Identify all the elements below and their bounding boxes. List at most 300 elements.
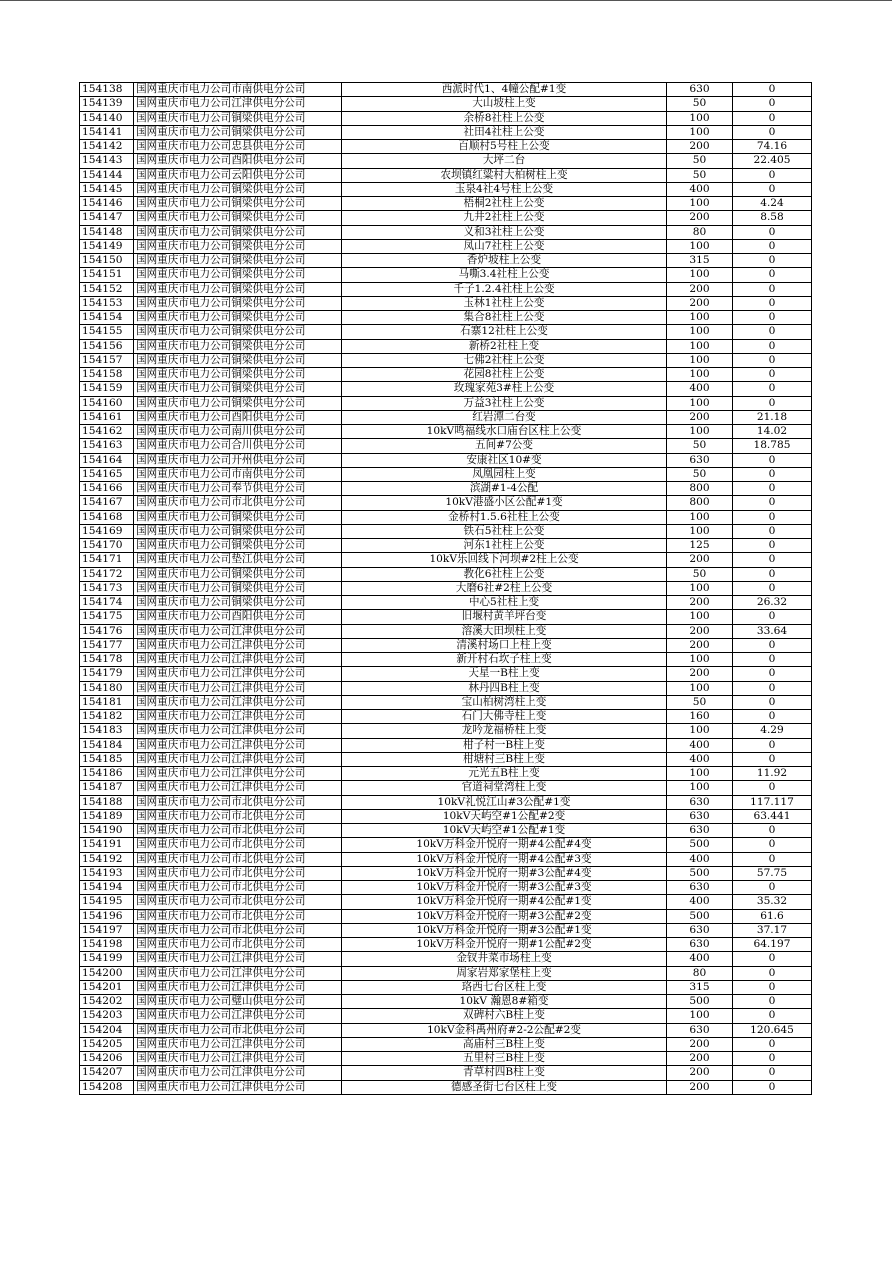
table-row [80, 638, 812, 652]
cell-id: 154180 [80, 681, 134, 695]
cell-transformer-name: 元光五B柱上变 [342, 767, 667, 781]
cell-transformer-name: 余桥8社柱上公变 [342, 111, 667, 125]
cell-value: 0 [733, 824, 812, 838]
cell-transformer-name: 安康社区10#变 [342, 453, 667, 467]
cell-company: 国网重庆市电力公司江津供电分公司 [134, 1037, 342, 1051]
table-row [80, 311, 812, 325]
cell-id: 154182 [80, 710, 134, 724]
cell-company: 国网重庆市电力公司合川供电分公司 [134, 439, 342, 453]
cell-transformer-name: 宝山柏树湾柱上变 [342, 695, 667, 709]
table-row [80, 524, 812, 538]
cell-value: 0 [733, 653, 812, 667]
cell-id: 154171 [80, 553, 134, 567]
table-row [80, 83, 812, 97]
cell-company: 国网重庆市电力公司江津供电分公司 [134, 952, 342, 966]
table-row [80, 154, 812, 168]
cell-company: 国网重庆市电力公司市北供电分公司 [134, 938, 342, 952]
cell-capacity: 630 [667, 923, 733, 937]
cell-capacity: 50 [667, 154, 733, 168]
cell-company: 国网重庆市电力公司江津供电分公司 [134, 752, 342, 766]
cell-transformer-name: 10kV金科禹州府#2-2公配#2变 [342, 1023, 667, 1037]
cell-transformer-name: 千子1.2.4社柱上公变 [342, 282, 667, 296]
cell-transformer-name: 社田4社柱上公变 [342, 125, 667, 139]
cell-transformer-name: 10kV礼悦江山#3公配#1变 [342, 795, 667, 809]
cell-capacity: 630 [667, 1023, 733, 1037]
cell-id: 154208 [80, 1080, 134, 1094]
cell-capacity: 630 [667, 824, 733, 838]
cell-capacity: 400 [667, 952, 733, 966]
cell-id: 154206 [80, 1052, 134, 1066]
cell-capacity: 100 [667, 724, 733, 738]
cell-value: 0 [733, 752, 812, 766]
cell-id: 154154 [80, 311, 134, 325]
cell-id: 154184 [80, 738, 134, 752]
cell-company: 国网重庆市电力公司市北供电分公司 [134, 809, 342, 823]
table-row [80, 254, 812, 268]
cell-value: 0 [733, 838, 812, 852]
cell-value: 0 [733, 1066, 812, 1080]
cell-capacity: 100 [667, 425, 733, 439]
cell-transformer-name: 10kV万科金开悦府一期#4公配#1变 [342, 895, 667, 909]
cell-capacity: 100 [667, 125, 733, 139]
table-body [80, 83, 812, 1095]
cell-id: 154141 [80, 125, 134, 139]
cell-transformer-name: 10kV 瀚恩8#箱变 [342, 995, 667, 1009]
cell-id: 154146 [80, 197, 134, 211]
cell-company: 国网重庆市电力公司忠县供电分公司 [134, 140, 342, 154]
cell-transformer-name: 大山坡柱上变 [342, 97, 667, 111]
cell-id: 154144 [80, 168, 134, 182]
cell-id: 154183 [80, 724, 134, 738]
cell-transformer-name: 五间#7公变 [342, 439, 667, 453]
cell-capacity: 100 [667, 681, 733, 695]
cell-value: 8.58 [733, 211, 812, 225]
cell-transformer-name: 农坝镇红粱村大柏树柱上变 [342, 168, 667, 182]
cell-capacity: 50 [667, 168, 733, 182]
cell-id: 154152 [80, 282, 134, 296]
cell-capacity: 630 [667, 809, 733, 823]
cell-id: 154167 [80, 496, 134, 510]
cell-capacity: 100 [667, 1009, 733, 1023]
cell-capacity: 200 [667, 1037, 733, 1051]
cell-company: 国网重庆市电力公司江津供电分公司 [134, 980, 342, 994]
cell-value: 120.645 [733, 1023, 812, 1037]
cell-company: 国网重庆市电力公司市北供电分公司 [134, 895, 342, 909]
table-row [80, 752, 812, 766]
cell-id: 154163 [80, 439, 134, 453]
cell-capacity: 630 [667, 83, 733, 97]
cell-value: 0 [733, 254, 812, 268]
cell-company: 国网重庆市电力公司市南供电分公司 [134, 467, 342, 481]
cell-capacity: 400 [667, 738, 733, 752]
cell-capacity: 80 [667, 966, 733, 980]
table-row [80, 767, 812, 781]
table-row [80, 368, 812, 382]
cell-value: 0 [733, 966, 812, 980]
cell-transformer-name: 九井2社柱上公变 [342, 211, 667, 225]
table-row [80, 824, 812, 838]
cell-id: 154193 [80, 866, 134, 880]
cell-transformer-name: 金桥村1.5.6社柱上公变 [342, 510, 667, 524]
cell-company: 国网重庆市电力公司江津供电分公司 [134, 1066, 342, 1080]
cell-capacity: 500 [667, 909, 733, 923]
table-row [80, 781, 812, 795]
transformer-table [79, 82, 812, 1095]
cell-transformer-name: 玉林1社柱上公变 [342, 296, 667, 310]
table-row [80, 610, 812, 624]
cell-value: 0 [733, 1009, 812, 1023]
cell-company: 国网重庆市电力公司铜梁供电分公司 [134, 311, 342, 325]
cell-capacity: 100 [667, 325, 733, 339]
cell-company: 国网重庆市电力公司云阳供电分公司 [134, 168, 342, 182]
cell-capacity: 200 [667, 1080, 733, 1094]
cell-company: 国网重庆市电力公司市北供电分公司 [134, 909, 342, 923]
cell-capacity: 400 [667, 382, 733, 396]
cell-capacity: 100 [667, 268, 733, 282]
cell-value: 21.18 [733, 410, 812, 424]
cell-transformer-name: 林丹四B柱上变 [342, 681, 667, 695]
cell-transformer-name: 柑子村一B柱上变 [342, 738, 667, 752]
cell-transformer-name: 10kV乐回线下河坝#2柱上公变 [342, 553, 667, 567]
cell-capacity: 100 [667, 510, 733, 524]
table-row [80, 482, 812, 496]
cell-value: 0 [733, 553, 812, 567]
cell-value: 64.197 [733, 938, 812, 952]
cell-value: 0 [733, 268, 812, 282]
cell-id: 154142 [80, 140, 134, 154]
cell-capacity: 100 [667, 339, 733, 353]
cell-value: 0 [733, 496, 812, 510]
cell-capacity: 500 [667, 838, 733, 852]
cell-transformer-name: 教化6社柱上公变 [342, 567, 667, 581]
cell-company: 国网重庆市电力公司铜梁供电分公司 [134, 567, 342, 581]
cell-value: 0 [733, 952, 812, 966]
cell-company: 国网重庆市电力公司铜梁供电分公司 [134, 581, 342, 595]
cell-id: 154145 [80, 182, 134, 196]
table-row [80, 852, 812, 866]
cell-transformer-name: 大磨6社#2柱上公变 [342, 581, 667, 595]
cell-value: 0 [733, 524, 812, 538]
cell-transformer-name: 香炉坡柱上公变 [342, 254, 667, 268]
cell-transformer-name: 柑塘村三B柱上变 [342, 752, 667, 766]
table-row [80, 553, 812, 567]
cell-id: 154181 [80, 695, 134, 709]
cell-value: 0 [733, 97, 812, 111]
table-row [80, 225, 812, 239]
table-row [80, 425, 812, 439]
cell-value: 0 [733, 510, 812, 524]
cell-transformer-name: 10kV万科金开悦府一期#3公配#3变 [342, 881, 667, 895]
cell-transformer-name: 旧堰村黄羊坪台变 [342, 610, 667, 624]
table-row [80, 624, 812, 638]
table-row [80, 838, 812, 852]
cell-company: 国网重庆市电力公司市北供电分公司 [134, 795, 342, 809]
cell-transformer-name: 西派时代1、4幢公配#1变 [342, 83, 667, 97]
cell-value: 0 [733, 638, 812, 652]
cell-company: 国网重庆市电力公司铜梁供电分公司 [134, 296, 342, 310]
cell-transformer-name: 红岩潭二台变 [342, 410, 667, 424]
cell-transformer-name: 高庙村三B柱上变 [342, 1037, 667, 1051]
cell-value: 0 [733, 581, 812, 595]
cell-transformer-name: 龙吟龙福桥柱上变 [342, 724, 667, 738]
cell-transformer-name: 10kV万科金开悦府一期#3公配#2变 [342, 909, 667, 923]
cell-value: 35.32 [733, 895, 812, 909]
cell-company: 国网重庆市电力公司铜梁供电分公司 [134, 254, 342, 268]
cell-value: 0 [733, 667, 812, 681]
cell-id: 154186 [80, 767, 134, 781]
cell-value: 0 [733, 83, 812, 97]
cell-value: 0 [733, 1080, 812, 1094]
table-row [80, 809, 812, 823]
cell-capacity: 100 [667, 197, 733, 211]
cell-capacity: 200 [667, 296, 733, 310]
cell-value: 14.02 [733, 425, 812, 439]
cell-id: 154168 [80, 510, 134, 524]
table-row [80, 282, 812, 296]
cell-capacity: 200 [667, 410, 733, 424]
cell-transformer-name: 中心5社柱上变 [342, 596, 667, 610]
cell-transformer-name: 新桥2社柱上变 [342, 339, 667, 353]
cell-company: 国网重庆市电力公司铜梁供电分公司 [134, 339, 342, 353]
cell-capacity: 100 [667, 311, 733, 325]
cell-value: 63.441 [733, 809, 812, 823]
cell-company: 国网重庆市电力公司江津供电分公司 [134, 781, 342, 795]
cell-value: 0 [733, 710, 812, 724]
cell-value: 18.785 [733, 439, 812, 453]
cell-company: 国网重庆市电力公司江津供电分公司 [134, 638, 342, 652]
cell-value: 0 [733, 852, 812, 866]
cell-id: 154139 [80, 97, 134, 111]
cell-id: 154188 [80, 795, 134, 809]
cell-value: 0 [733, 482, 812, 496]
cell-id: 154207 [80, 1066, 134, 1080]
cell-capacity: 500 [667, 866, 733, 880]
cell-company: 国网重庆市电力公司南川供电分公司 [134, 425, 342, 439]
table-row [80, 952, 812, 966]
cell-company: 国网重庆市电力公司市北供电分公司 [134, 824, 342, 838]
cell-company: 国网重庆市电力公司江津供电分公司 [134, 738, 342, 752]
cell-id: 154198 [80, 938, 134, 952]
cell-capacity: 400 [667, 752, 733, 766]
table-row [80, 980, 812, 994]
cell-id: 154147 [80, 211, 134, 225]
cell-transformer-name: 马嘶3.4社柱上公变 [342, 268, 667, 282]
cell-transformer-name: 10kV万科金开悦府一期#3公配#1变 [342, 923, 667, 937]
cell-capacity: 100 [667, 781, 733, 795]
cell-value: 0 [733, 881, 812, 895]
cell-value: 0 [733, 111, 812, 125]
table-row [80, 410, 812, 424]
cell-value: 22.405 [733, 154, 812, 168]
cell-transformer-name: 玉泉4社4号柱上公变 [342, 182, 667, 196]
cell-transformer-name: 大坪二台 [342, 154, 667, 168]
table-row [80, 496, 812, 510]
cell-capacity: 50 [667, 439, 733, 453]
cell-transformer-name: 10kV天屿空#1公配#1变 [342, 824, 667, 838]
cell-id: 154195 [80, 895, 134, 909]
cell-transformer-name: 清溪村场口上柱上变 [342, 638, 667, 652]
cell-transformer-name: 五里村三B柱上变 [342, 1052, 667, 1066]
cell-id: 154158 [80, 368, 134, 382]
cell-capacity: 100 [667, 368, 733, 382]
cell-value: 0 [733, 610, 812, 624]
cell-value: 33.64 [733, 624, 812, 638]
cell-id: 154203 [80, 1009, 134, 1023]
cell-capacity: 50 [667, 695, 733, 709]
cell-company: 国网重庆市电力公司垫江供电分公司 [134, 553, 342, 567]
cell-value: 0 [733, 168, 812, 182]
cell-capacity: 200 [667, 282, 733, 296]
cell-company: 国网重庆市电力公司铜梁供电分公司 [134, 182, 342, 196]
cell-transformer-name: 溶溪大田坝柱上变 [342, 624, 667, 638]
table-row [80, 695, 812, 709]
table-row [80, 467, 812, 481]
cell-company: 国网重庆市电力公司铜梁供电分公司 [134, 353, 342, 367]
cell-transformer-name: 七佛2社柱上公变 [342, 353, 667, 367]
table-row [80, 1023, 812, 1037]
cell-transformer-name: 珞西七台区柱上变 [342, 980, 667, 994]
cell-company: 国网重庆市电力公司铜梁供电分公司 [134, 510, 342, 524]
cell-transformer-name: 官道祠堂湾柱上变 [342, 781, 667, 795]
cell-capacity: 630 [667, 453, 733, 467]
cell-company: 国网重庆市电力公司市北供电分公司 [134, 496, 342, 510]
cell-id: 154169 [80, 524, 134, 538]
cell-capacity: 315 [667, 980, 733, 994]
cell-capacity: 200 [667, 667, 733, 681]
cell-company: 国网重庆市电力公司市北供电分公司 [134, 923, 342, 937]
table-row [80, 738, 812, 752]
cell-value: 11.92 [733, 767, 812, 781]
page-top-rule [0, 0, 892, 1]
table-row [80, 339, 812, 353]
cell-id: 154153 [80, 296, 134, 310]
cell-company: 国网重庆市电力公司酉阳供电分公司 [134, 154, 342, 168]
cell-capacity: 630 [667, 795, 733, 809]
cell-value: 0 [733, 995, 812, 1009]
cell-company: 国网重庆市电力公司开州供电分公司 [134, 453, 342, 467]
cell-id: 154151 [80, 268, 134, 282]
cell-capacity: 100 [667, 353, 733, 367]
cell-value: 0 [733, 282, 812, 296]
cell-capacity: 100 [667, 524, 733, 538]
table-row [80, 182, 812, 196]
cell-value: 0 [733, 125, 812, 139]
cell-transformer-name: 石寨12社柱上公变 [342, 325, 667, 339]
cell-id: 154148 [80, 225, 134, 239]
cell-company: 国网重庆市电力公司铜梁供电分公司 [134, 325, 342, 339]
cell-company: 国网重庆市电力公司酉阳供电分公司 [134, 610, 342, 624]
table-row [80, 966, 812, 980]
cell-company: 国网重庆市电力公司市北供电分公司 [134, 838, 342, 852]
cell-transformer-name: 凤山7社柱上公变 [342, 239, 667, 253]
cell-id: 154157 [80, 353, 134, 367]
cell-company: 国网重庆市电力公司江津供电分公司 [134, 653, 342, 667]
table-row [80, 1037, 812, 1051]
cell-company: 国网重庆市电力公司铜梁供电分公司 [134, 368, 342, 382]
cell-id: 154170 [80, 539, 134, 553]
cell-id: 154172 [80, 567, 134, 581]
cell-value: 0 [733, 1037, 812, 1051]
table-row [80, 938, 812, 952]
cell-company: 国网重庆市电力公司铜梁供电分公司 [134, 211, 342, 225]
cell-transformer-name: 梧桐2社柱上公变 [342, 197, 667, 211]
table-row [80, 268, 812, 282]
cell-id: 154194 [80, 881, 134, 895]
cell-id: 154191 [80, 838, 134, 852]
cell-transformer-name: 10kV港盛小区公配#1变 [342, 496, 667, 510]
cell-value: 0 [733, 339, 812, 353]
cell-id: 154205 [80, 1037, 134, 1051]
cell-value: 26.32 [733, 596, 812, 610]
cell-id: 154138 [80, 83, 134, 97]
table-row [80, 111, 812, 125]
table-row [80, 382, 812, 396]
cell-capacity: 200 [667, 140, 733, 154]
cell-company: 国网重庆市电力公司江津供电分公司 [134, 767, 342, 781]
cell-id: 154187 [80, 781, 134, 795]
cell-company: 国网重庆市电力公司铜梁供电分公司 [134, 596, 342, 610]
cell-id: 154200 [80, 966, 134, 980]
cell-value: 61.6 [733, 909, 812, 923]
cell-transformer-name: 10kV万科金开悦府一期#4公配#3变 [342, 852, 667, 866]
cell-id: 154143 [80, 154, 134, 168]
cell-id: 154164 [80, 453, 134, 467]
table-row [80, 325, 812, 339]
table-row [80, 296, 812, 310]
cell-capacity: 100 [667, 610, 733, 624]
cell-capacity: 200 [667, 596, 733, 610]
cell-capacity: 200 [667, 624, 733, 638]
cell-capacity: 80 [667, 225, 733, 239]
table-row [80, 596, 812, 610]
cell-value: 0 [733, 325, 812, 339]
cell-company: 国网重庆市电力公司铜梁供电分公司 [134, 382, 342, 396]
cell-capacity: 630 [667, 938, 733, 952]
cell-company: 国网重庆市电力公司江津供电分公司 [134, 966, 342, 980]
cell-capacity: 200 [667, 211, 733, 225]
cell-value: 0 [733, 225, 812, 239]
cell-capacity: 630 [667, 881, 733, 895]
table-row [80, 681, 812, 695]
cell-id: 154178 [80, 653, 134, 667]
cell-transformer-name: 天星一B柱上变 [342, 667, 667, 681]
table-row [80, 724, 812, 738]
cell-company: 国网重庆市电力公司铜梁供电分公司 [134, 282, 342, 296]
cell-id: 154199 [80, 952, 134, 966]
cell-capacity: 50 [667, 567, 733, 581]
cell-transformer-name: 10kV万科金开悦府一期#4公配#4变 [342, 838, 667, 852]
cell-company: 国网重庆市电力公司铜梁供电分公司 [134, 268, 342, 282]
cell-capacity: 100 [667, 111, 733, 125]
table-row [80, 923, 812, 937]
table-row [80, 239, 812, 253]
cell-value: 117.117 [733, 795, 812, 809]
cell-value: 0 [733, 182, 812, 196]
cell-company: 国网重庆市电力公司铜梁供电分公司 [134, 197, 342, 211]
table-row [80, 1009, 812, 1023]
table-row [80, 866, 812, 880]
cell-id: 154201 [80, 980, 134, 994]
cell-value: 57.75 [733, 866, 812, 880]
table-row [80, 396, 812, 410]
cell-id: 154150 [80, 254, 134, 268]
cell-value: 0 [733, 681, 812, 695]
cell-company: 国网重庆市电力公司铜梁供电分公司 [134, 239, 342, 253]
cell-company: 国网重庆市电力公司江津供电分公司 [134, 97, 342, 111]
cell-capacity: 125 [667, 539, 733, 553]
cell-transformer-name: 10kV万科金开悦府一期#3公配#4变 [342, 866, 667, 880]
table-row [80, 1052, 812, 1066]
